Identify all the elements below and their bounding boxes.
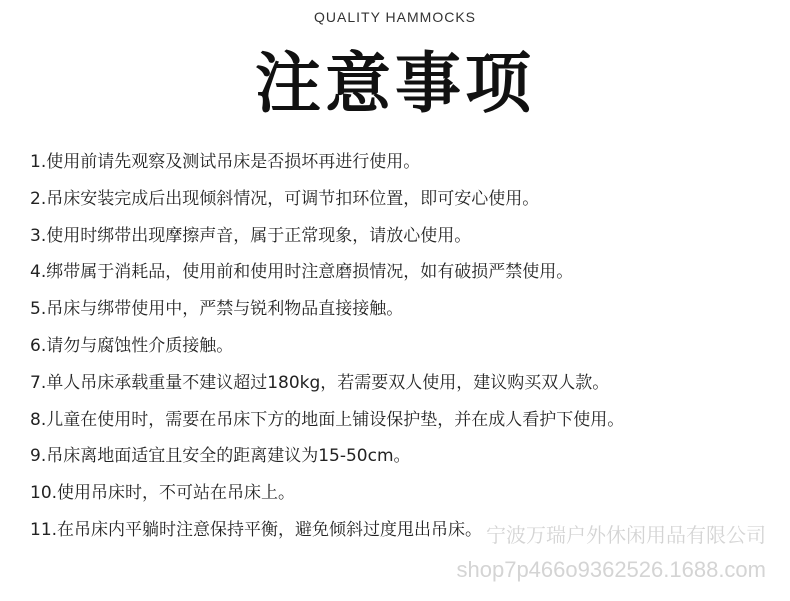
note-item-11: 11.在吊床内平躺时注意保持平衡，避免倾斜过度甩出吊床。 [30,519,483,540]
note-item-4: 4.绑带属于消耗品，使用前和使用时注意磨损情况，如有破损严禁使用。 [30,262,574,283]
note-item-9: 9.吊床离地面适宜且安全的距离建议为15-50cm。 [30,446,411,467]
note-item-6: 6.请勿与腐蚀性介质接触。 [30,335,234,356]
watermark-url: shop7p466o9362526.1688.com [456,557,766,582]
note-item-5: 5.吊床与绑带使用中，严禁与锐利物品直接接触。 [30,299,404,320]
note-item-10: 10.使用吊床时，不可站在吊床上。 [30,483,296,504]
note-item-8: 8.儿童在使用时，需要在吊床下方的地面上铺设保护垫，并在成人看护下使用。 [30,409,625,430]
page-title: 注意事项 [255,45,535,122]
note-item-1: 1.使用前请先观察及测试吊床是否损坏再进行使用。 [30,152,421,172]
note-item-2: 2.吊床安装完成后出现倾斜情况，可调节扣环位置，即可安心使用。 [30,188,540,209]
notes-list [30,152,780,557]
brand-subtitle: QUALITY HAMMOCKS [314,9,476,25]
note-item-3: 3.使用时绑带出现摩擦声音，属于正常现象，请放心使用。 [30,225,472,246]
note-item-7: 7.单人吊床承载重量不建议超过180kg，若需要双人使用，建议购买双人款。 [30,372,610,393]
watermark-company: 宁波万瑞户外休闲用品有限公司 [486,525,766,547]
